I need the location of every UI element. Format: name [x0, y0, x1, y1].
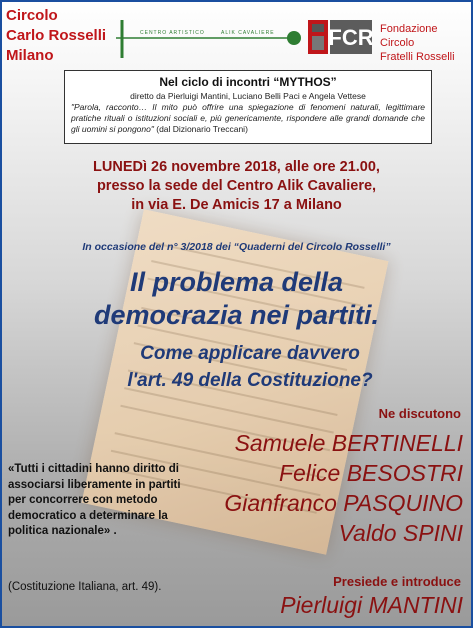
speaker-name: Gianfranco PASQUINO: [224, 490, 463, 516]
logo-line: Circolo: [6, 7, 58, 24]
logo-line: Milano: [6, 47, 54, 64]
fondazione-line: Fondazione Circolo: [380, 23, 438, 49]
constitution-quote: «Tutti i cittadini hanno diritto di associarsi liberamente in partiti per concorrere con metodo democratico a determinare la politica nazionale» .: [8, 463, 181, 537]
logo-line: Carlo Rosselli: [6, 27, 107, 44]
intro-box: [64, 70, 432, 144]
fondazione-name: [380, 22, 470, 64]
title-line: Il problema della: [129, 267, 344, 297]
moderator-name: Pierluigi MANTINI: [280, 592, 463, 618]
subtitle-line: Come applicare davvero: [140, 343, 360, 364]
occasion-note: In occasione del n° 3/2018 dei “Quaderni del Circolo Rosselli”: [82, 241, 391, 253]
centro-logo-name: ALIK CAVALIERE: [221, 30, 275, 36]
centro-logo-text: CENTRO ARTISTICO: [140, 30, 205, 36]
subtitle-line: l'art. 49 della Costituzione?: [127, 370, 373, 391]
speaker-name: Valdo SPINI: [338, 520, 463, 546]
event-details: [0, 158, 473, 215]
fcr-logo: [308, 20, 372, 54]
speaker-name: Felice BESOSTRI: [278, 460, 463, 486]
main-title: [0, 266, 473, 332]
event-date: LUNEDì 26 novembre 2018, alle ore 21.00,: [93, 159, 380, 175]
intro-title: Nel ciclo di incontri “MYTHOS”: [159, 75, 337, 89]
intro-quote-source: (dal Dizionario Treccani): [156, 124, 248, 134]
speaker-name: Samuele BERTINELLI: [234, 430, 463, 456]
circolo-rosselli-logo: [6, 6, 106, 66]
moderator-label: Presiede e introduce: [333, 574, 461, 589]
centro-alik-cavaliere-logo: [116, 16, 306, 62]
fondazione-line: Fratelli Rosselli: [380, 51, 455, 63]
title-line: democrazia nei partiti.: [93, 300, 380, 330]
event-venue: presso la sede del Centro Alik Cavaliere,: [96, 178, 377, 194]
intro-quote-text: "Parola, racconto… Il mito può offrire una spiegazione di fenomeni naturali, legittimare pratiche rituali o istituzioni sociali e, più genericamente, rispondere alle grandi domande che gli uomini si pongono": [71, 102, 425, 134]
discussants-label: Ne discutono: [378, 406, 461, 421]
event-address: in via E. De Amicis 17 a Milano: [131, 197, 342, 213]
intro-directed-by: diretto da Pierluigi Mantini, Luciano Belli Paci e Angela Vettese: [130, 91, 366, 101]
fcr-logo-text: FCR: [328, 25, 372, 50]
intro-quote: [71, 102, 425, 135]
constitution-source: (Costituzione Italiana, art. 49).: [8, 581, 162, 593]
subtitle: [50, 340, 450, 394]
speakers-list: [163, 428, 463, 548]
